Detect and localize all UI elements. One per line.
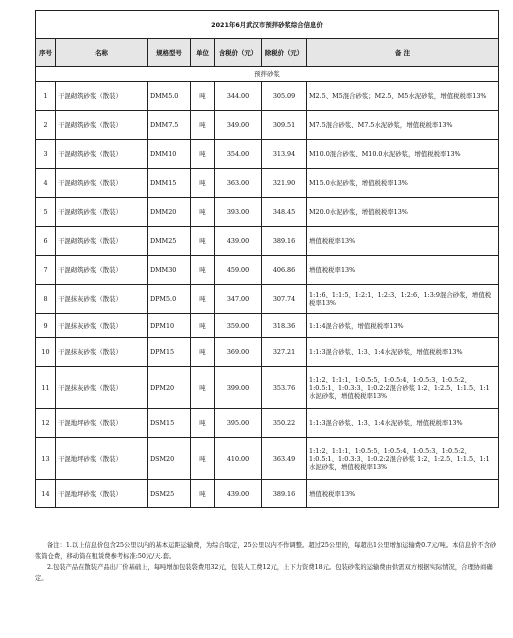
header-tax-excl: 除税价（元） bbox=[262, 39, 307, 67]
cell-name: 干混地坪砂浆（散装） bbox=[56, 438, 148, 480]
cell-index: 9 bbox=[36, 314, 56, 338]
cell-index: 6 bbox=[36, 227, 56, 256]
cell-index: 7 bbox=[36, 256, 56, 285]
cell-spec: DMM7.5 bbox=[148, 111, 191, 140]
table-row bbox=[36, 227, 499, 256]
cell-spec: DMM20 bbox=[148, 198, 191, 227]
cell-unit: 吨 bbox=[191, 314, 215, 338]
cell-tax-excl: 406.86 bbox=[262, 256, 307, 285]
table-row bbox=[36, 140, 499, 169]
header-unit: 单位 bbox=[191, 39, 215, 67]
table-row bbox=[36, 198, 499, 227]
cell-name: 干混砌筑砂浆（散装） bbox=[56, 198, 148, 227]
footnote-1: 备注：1.以上信息价包含25公里以内的基本运距运输费，为综合取定，25公里以内不作调整。超过25公里的，每超出1公里增加运输费0.7元/吨。本信息价不含砂浆筒仓费，移动筒在租赁费参考标准:50元/天.套。 bbox=[35, 542, 497, 560]
cell-unit: 吨 bbox=[191, 256, 215, 285]
cell-remark: 1:1:3混合砂浆、1:3、1:4水泥砂浆，增值税税率13% bbox=[307, 409, 499, 438]
table-row bbox=[36, 338, 499, 367]
cell-name: 干混砌筑砂浆（散装） bbox=[56, 140, 148, 169]
cell-spec: DMM30 bbox=[148, 256, 191, 285]
cell-tax-excl: 309.51 bbox=[262, 111, 307, 140]
table-row bbox=[36, 409, 499, 438]
table-row bbox=[36, 367, 499, 409]
table-row bbox=[36, 285, 499, 314]
cell-remark: 增值税税率13% bbox=[307, 256, 499, 285]
cell-remark: M15.0水泥砂浆，增值税税率13% bbox=[307, 169, 499, 198]
cell-remark: 1:1:2、1:1:1、1:0.5:5、1:0.5:4、1:0.5:3、1:0.5:2、1:0.5:1、1:0.3:3、1:0.2:2混合砂浆 1:2、1:2.5、1:1.5、1:1水泥砂浆，增值税税率13% bbox=[307, 367, 499, 409]
cell-remark: 1:1:6、1:1:5、1:2:1、1:2:3、1:2:6、1:3:9混合砂浆，增值税税率13% bbox=[307, 285, 499, 314]
header-tax-incl: 含税价（元） bbox=[215, 39, 262, 67]
cell-tax-incl: 393.00 bbox=[215, 198, 262, 227]
cell-spec: DPM15 bbox=[148, 338, 191, 367]
footnotes bbox=[35, 540, 498, 584]
table-row bbox=[36, 169, 499, 198]
cell-unit: 吨 bbox=[191, 82, 215, 111]
cell-unit: 吨 bbox=[191, 111, 215, 140]
cell-remark: 增值税税率13% bbox=[307, 227, 499, 256]
cell-unit: 吨 bbox=[191, 227, 215, 256]
footnote-2: 2.包装产品在散装产品出厂价基础上，每吨增加包装袋费用32元，包装人工费12元，上下力资费18元。包装砂浆的运输费由供需双方根据实际情况，合理协商确定。 bbox=[35, 564, 493, 582]
cell-unit: 吨 bbox=[191, 409, 215, 438]
cell-remark: 增值税税率13% bbox=[307, 480, 499, 508]
cell-tax-excl: 389.16 bbox=[262, 227, 307, 256]
cell-tax-incl: 410.00 bbox=[215, 438, 262, 480]
cell-name: 干混砌筑砂浆（散装） bbox=[56, 82, 148, 111]
price-table bbox=[35, 10, 499, 508]
cell-name: 干混抹灰砂浆（散装） bbox=[56, 314, 148, 338]
cell-remark: M10.0混合砂浆、M10.0水泥砂浆，增值税税率13% bbox=[307, 140, 499, 169]
cell-tax-incl: 459.00 bbox=[215, 256, 262, 285]
cell-name: 干混地坪砂浆（散装） bbox=[56, 409, 148, 438]
cell-name: 干混抹灰砂浆（散装） bbox=[56, 338, 148, 367]
cell-tax-incl: 363.00 bbox=[215, 169, 262, 198]
cell-spec: DPM20 bbox=[148, 367, 191, 409]
cell-unit: 吨 bbox=[191, 198, 215, 227]
section-label: 预拌砂浆 bbox=[36, 67, 499, 82]
cell-name: 干混砌筑砂浆（散装） bbox=[56, 169, 148, 198]
cell-index: 4 bbox=[36, 169, 56, 198]
cell-tax-excl: 363.49 bbox=[262, 438, 307, 480]
cell-tax-incl: 369.00 bbox=[215, 338, 262, 367]
header-name: 名称 bbox=[56, 39, 148, 67]
cell-spec: DSM15 bbox=[148, 409, 191, 438]
cell-index: 8 bbox=[36, 285, 56, 314]
cell-unit: 吨 bbox=[191, 480, 215, 508]
cell-spec: DSM20 bbox=[148, 438, 191, 480]
cell-tax-incl: 439.00 bbox=[215, 480, 262, 508]
cell-remark: M20.0水泥砂浆，增值税税率13% bbox=[307, 198, 499, 227]
cell-tax-excl: 321.90 bbox=[262, 169, 307, 198]
cell-index: 12 bbox=[36, 409, 56, 438]
cell-remark: 1:1:3混合砂浆、1:3、1:4水泥砂浆，增值税税率13% bbox=[307, 338, 499, 367]
cell-spec: DMM10 bbox=[148, 140, 191, 169]
cell-index: 14 bbox=[36, 480, 56, 508]
table-row bbox=[36, 256, 499, 285]
cell-index: 5 bbox=[36, 198, 56, 227]
table-row bbox=[36, 314, 499, 338]
cell-index: 3 bbox=[36, 140, 56, 169]
cell-remark: 1:1:4混合砂浆，增值税税率13% bbox=[307, 314, 499, 338]
cell-tax-incl: 399.00 bbox=[215, 367, 262, 409]
cell-tax-incl: 359.00 bbox=[215, 314, 262, 338]
cell-tax-excl: 313.94 bbox=[262, 140, 307, 169]
cell-index: 10 bbox=[36, 338, 56, 367]
cell-index: 2 bbox=[36, 111, 56, 140]
cell-name: 干混抹灰砂浆（散装） bbox=[56, 367, 148, 409]
cell-tax-excl: 389.16 bbox=[262, 480, 307, 508]
header-row bbox=[36, 39, 499, 67]
cell-tax-incl: 349.00 bbox=[215, 111, 262, 140]
cell-unit: 吨 bbox=[191, 438, 215, 480]
cell-tax-incl: 395.00 bbox=[215, 409, 262, 438]
cell-index: 13 bbox=[36, 438, 56, 480]
cell-unit: 吨 bbox=[191, 367, 215, 409]
cell-name: 干混砌筑砂浆（散装） bbox=[56, 256, 148, 285]
cell-index: 1 bbox=[36, 82, 56, 111]
cell-unit: 吨 bbox=[191, 140, 215, 169]
cell-spec: DMM25 bbox=[148, 227, 191, 256]
cell-remark: 1:1:2、1:1:1、1:0.5:5、1:0.5:4、1:0.5:3、1:0.5:2、1:0.5:1、1:0.3:3、1:0.2:2混合砂浆 1:2、1:2.5、1:1.5、1:1水泥砂浆，增值税税率13% bbox=[307, 438, 499, 480]
header-spec: 规格型号 bbox=[148, 39, 191, 67]
cell-unit: 吨 bbox=[191, 285, 215, 314]
cell-tax-incl: 347.00 bbox=[215, 285, 262, 314]
cell-unit: 吨 bbox=[191, 338, 215, 367]
cell-tax-excl: 327.21 bbox=[262, 338, 307, 367]
cell-tax-incl: 344.00 bbox=[215, 82, 262, 111]
cell-index: 11 bbox=[36, 367, 56, 409]
table-body bbox=[36, 82, 499, 508]
cell-tax-excl: 307.74 bbox=[262, 285, 307, 314]
cell-spec: DSM25 bbox=[148, 480, 191, 508]
cell-tax-excl: 350.22 bbox=[262, 409, 307, 438]
cell-spec: DMM5.0 bbox=[148, 82, 191, 111]
header-index: 序号 bbox=[36, 39, 56, 67]
table-row bbox=[36, 480, 499, 508]
cell-remark: M2.5、M5混合砂浆；M2.5、M5水泥砂浆，增值税税率13% bbox=[307, 82, 499, 111]
cell-remark: M7.5混合砂浆、M7.5水泥砂浆，增值税税率13% bbox=[307, 111, 499, 140]
cell-tax-excl: 305.09 bbox=[262, 82, 307, 111]
cell-name: 干混地坪砂浆（散装） bbox=[56, 480, 148, 508]
cell-name: 干混砌筑砂浆（散装） bbox=[56, 111, 148, 140]
header-remark: 备 注 bbox=[307, 39, 499, 67]
cell-tax-excl: 318.36 bbox=[262, 314, 307, 338]
cell-tax-excl: 348.45 bbox=[262, 198, 307, 227]
table-row bbox=[36, 111, 499, 140]
cell-spec: DPM10 bbox=[148, 314, 191, 338]
cell-spec: DPM5.0 bbox=[148, 285, 191, 314]
cell-unit: 吨 bbox=[191, 169, 215, 198]
table-row bbox=[36, 82, 499, 111]
cell-tax-excl: 353.76 bbox=[262, 367, 307, 409]
table-row bbox=[36, 438, 499, 480]
cell-tax-incl: 439.00 bbox=[215, 227, 262, 256]
cell-spec: DMM15 bbox=[148, 169, 191, 198]
table-title: 2021年6月武汉市预拌砂浆综合信息价 bbox=[36, 11, 499, 39]
cell-name: 干混砌筑砂浆（散装） bbox=[56, 227, 148, 256]
cell-name: 干混抹灰砂浆（散装） bbox=[56, 285, 148, 314]
cell-tax-incl: 354.00 bbox=[215, 140, 262, 169]
